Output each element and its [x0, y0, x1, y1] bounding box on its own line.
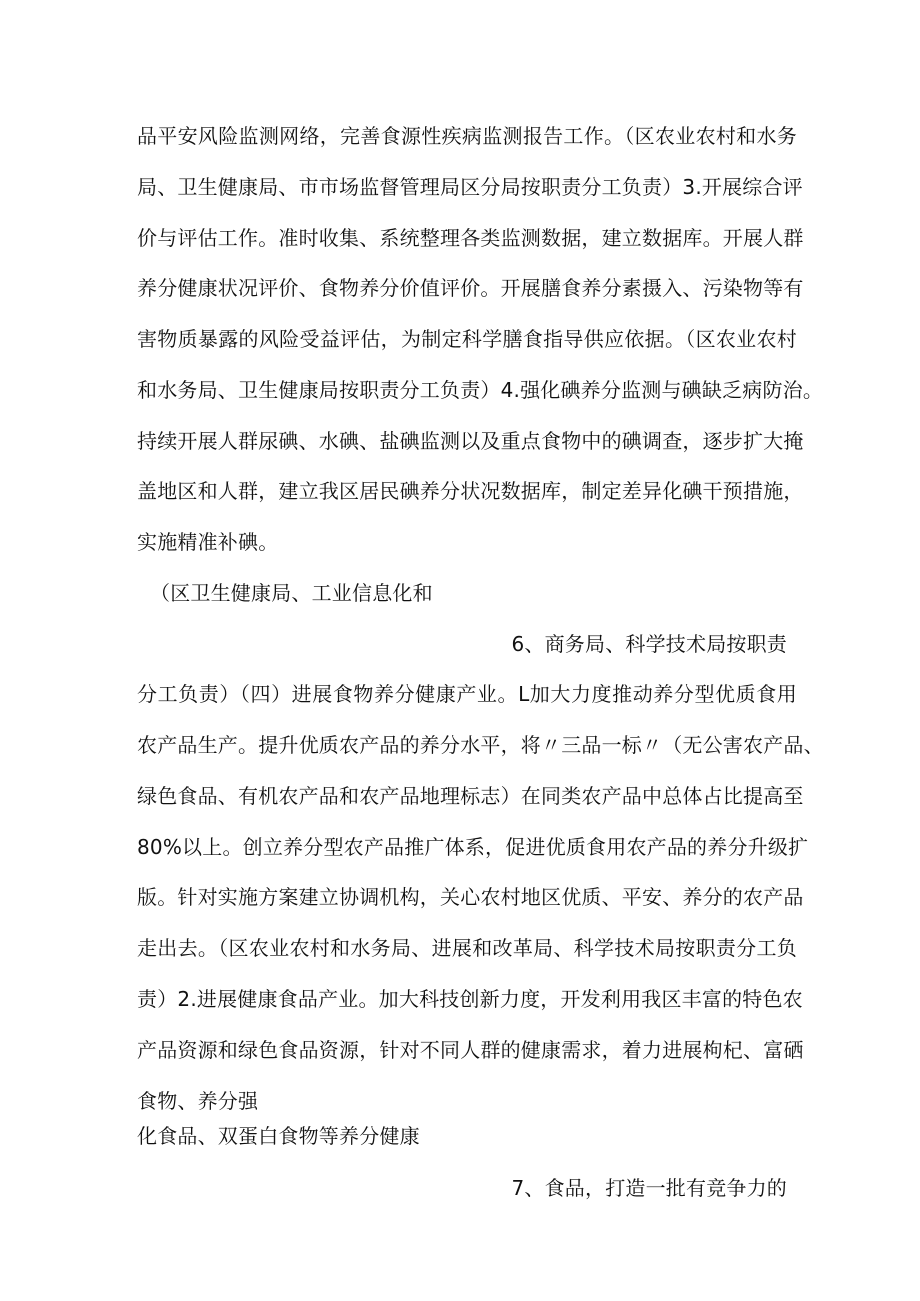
- text-line-4: 养分健康状况评价、食物养分价值评价。开展膳食养分素摄入、污染物等有: [137, 276, 804, 300]
- text-line-1: 品平安风险监测网络，完善食源性疾病监测报告工作。（区农业农村和水务: [137, 124, 797, 148]
- text-line-9: 实施精准补碘。: [137, 530, 279, 554]
- text-line-21: 化食品、双蛋白食物等养分健康: [137, 1124, 420, 1148]
- text-line-15: 80%以上。创立养分型农产品推广体系，促进优质食用农产品的养分升级扩: [137, 835, 809, 859]
- text-line-8: 盖地区和人群，建立我区居民碘养分状况数据库，制定差异化碘干预措施，: [137, 479, 804, 503]
- text-line-14: 绿色食品、有机农产品和农产品地理标志）在同类农产品中总体占比提高至: [137, 784, 804, 808]
- text-line-13: 农产品生产。提升优质农产品的养分水平，将〃三品一标〃（无公害农产品、: [137, 733, 824, 757]
- text-line-6: 和水务局、卫生健康局按职责分工负责）4.强化碘养分监测与碘缺乏病防治。: [137, 378, 824, 402]
- text-line-12: 分工负责）（四）进展食物养分健康产业。L加大力度推动养分型优质食用: [137, 682, 797, 706]
- text-line-5: 害物质暴露的风险受益评估，为制定科学膳食指导供应依据。（区农业农村: [137, 327, 797, 351]
- text-line-3: 价与评估工作。准时收集、系统整理各类监测数据，建立数据库。开展人群: [137, 226, 804, 250]
- text-line-20: 食物、养分强: [137, 1089, 259, 1113]
- text-line-2: 局、卫生健康局、市市场监督管理局区分局按职责分工负责）3.开展综合评: [137, 175, 803, 199]
- text-line-7: 持续开展人群尿碘、水碘、盐碘监测以及重点食物中的碘调查，逐步扩大掩: [137, 429, 804, 453]
- text-line-11: 6、商务局、科学技术局按职责: [511, 632, 787, 656]
- text-line-10: （区卫生健康局、工业信息化和: [150, 581, 433, 605]
- text-line-17: 走出去。（区农业农村和水务局、进展和改革局、科学技术局按职责分工负: [137, 936, 797, 960]
- text-line-19: 产品资源和绿色食品资源，针对不同人群的健康需求，着力进展枸杞、富硒: [137, 1038, 804, 1062]
- text-line-18: 责）2.进展健康食品产业。加大科技创新力度，开发利用我区丰富的特色农: [137, 987, 803, 1011]
- text-line-22: 7、食品，打造一批有竞争力的: [511, 1176, 787, 1200]
- text-line-16: 版。针对实施方案建立协调机构，关心农村地区优质、平安、养分的农产品: [137, 885, 804, 909]
